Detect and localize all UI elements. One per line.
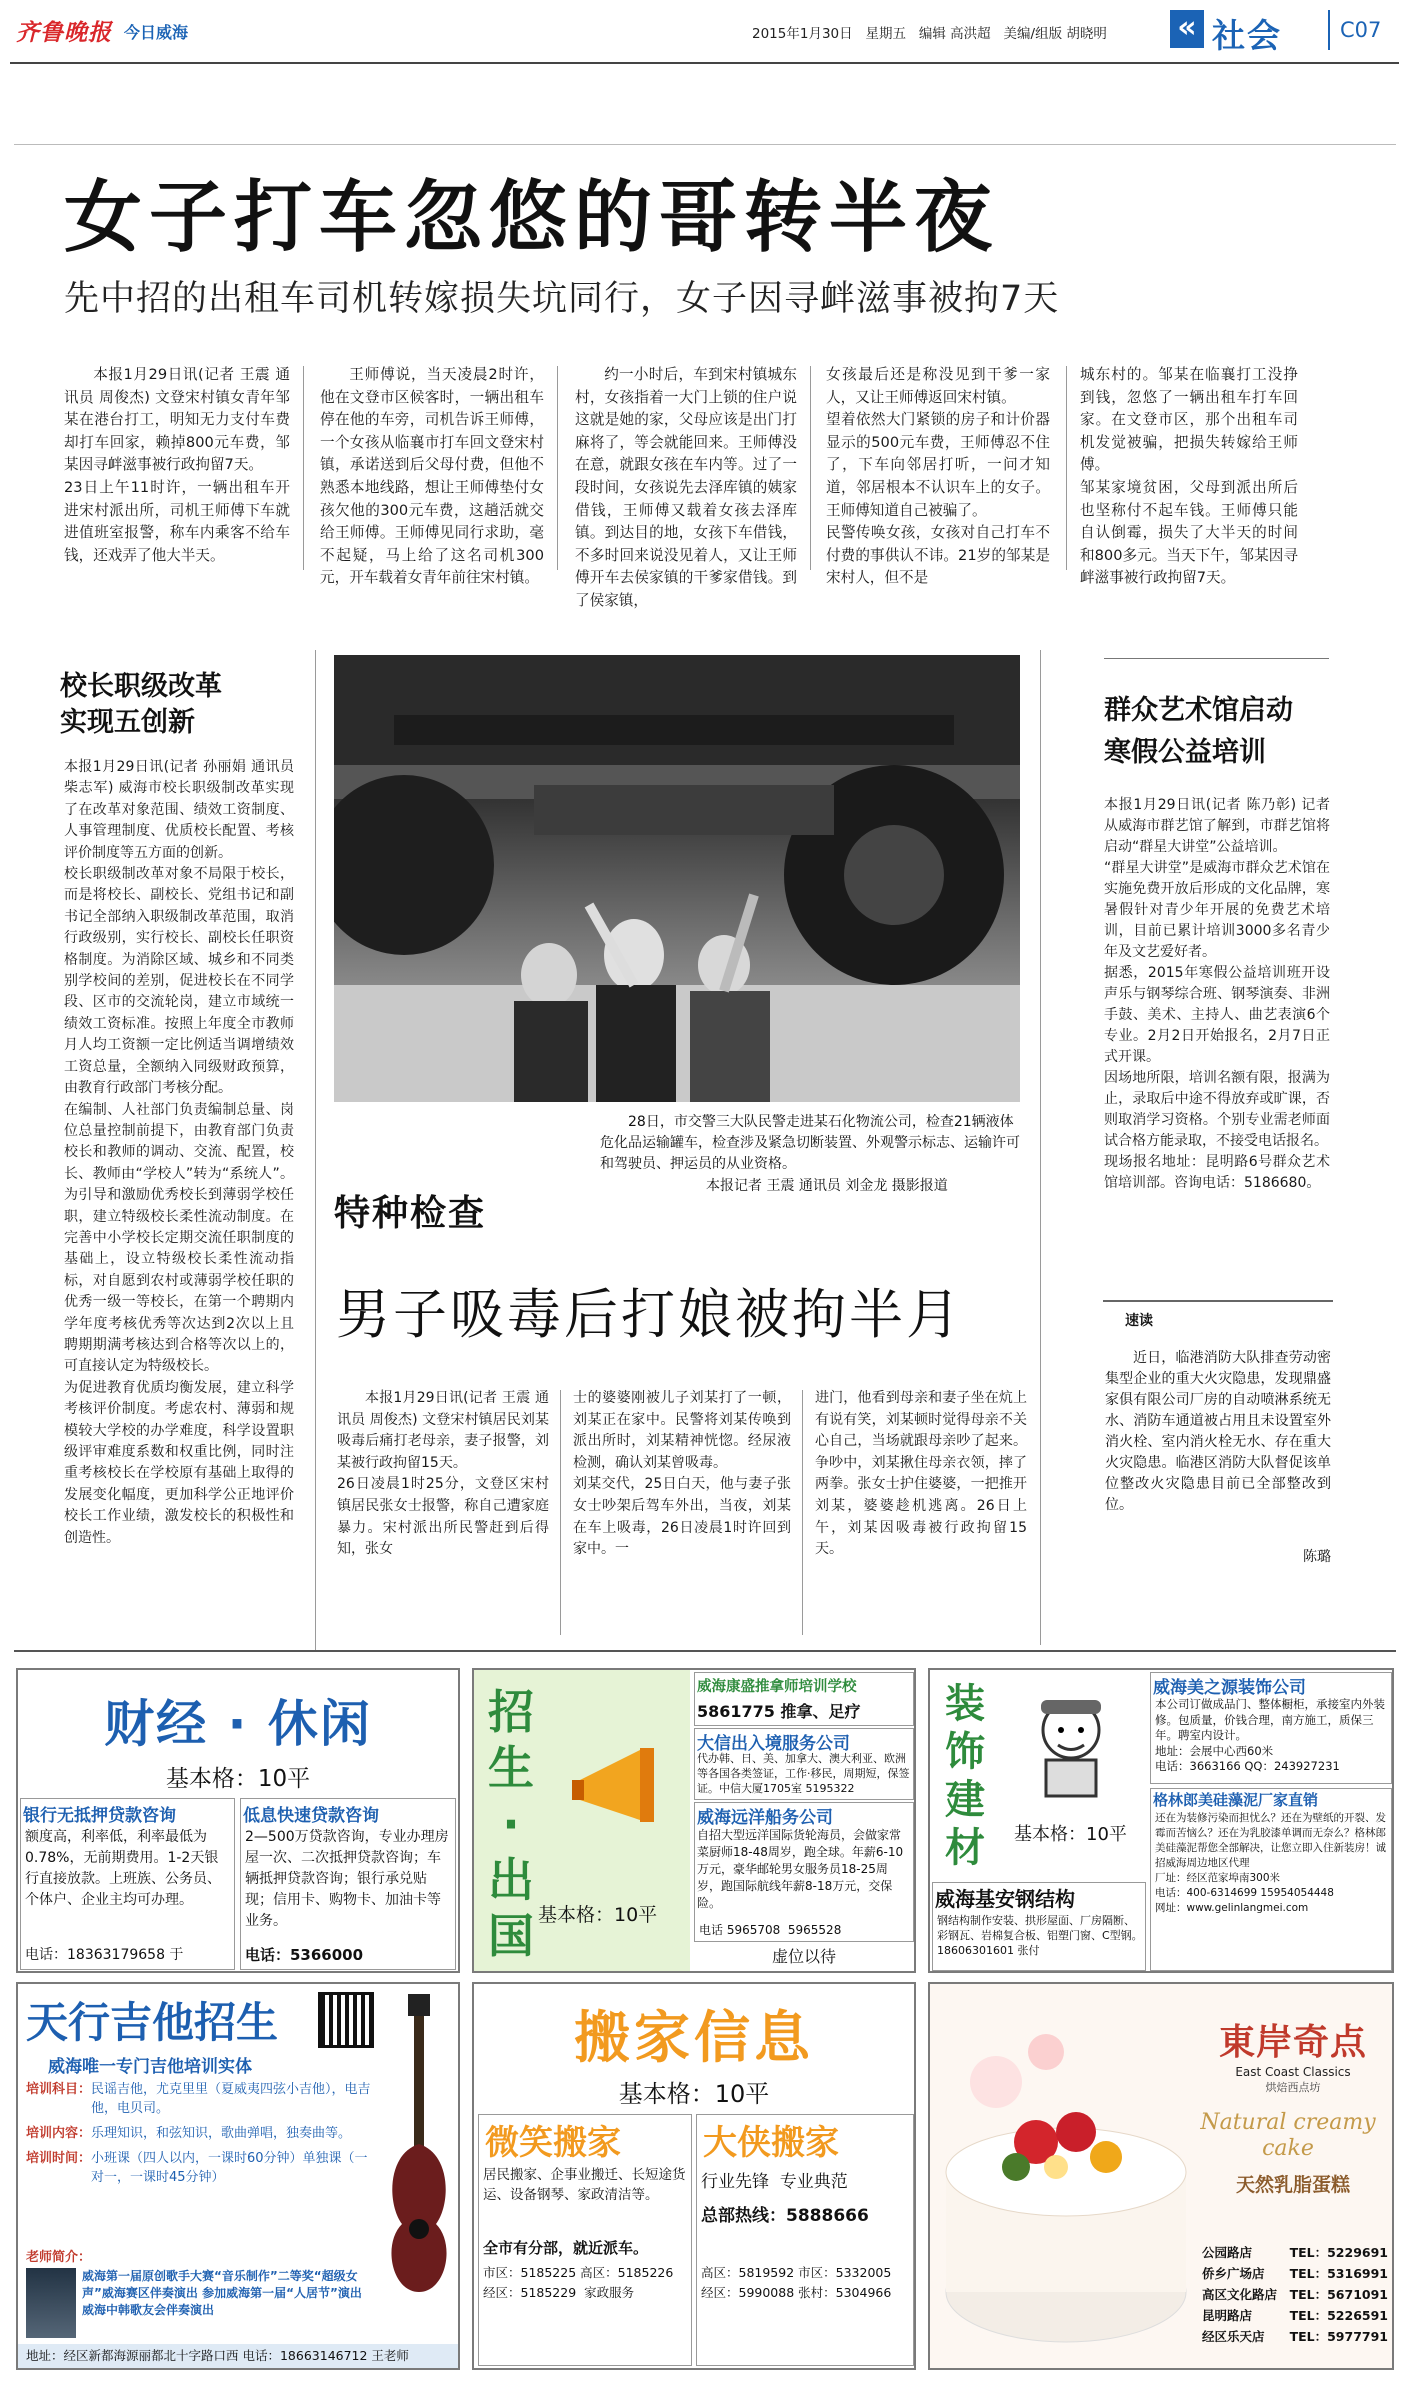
right-story-title-1: 群众艺术馆启动 (1104, 695, 1293, 726)
ad-moving-b (696, 2114, 914, 2366)
cake-brand: 東岸奇点 (1218, 2022, 1367, 2063)
guitar-info-value: 民谣吉他，尤克里里（夏威夷四弦小吉他），电吉他，电贝司。 (91, 2082, 371, 2116)
photo-credit: 本报记者 王震 通讯员 刘金龙 摄影报道 (706, 1178, 948, 1194)
ad-finance (16, 1668, 460, 1973)
cake-store-tel: TEL：5226591 (1289, 2308, 1388, 2323)
brief-tag: 速读 (1125, 1313, 1153, 1329)
ad-recruit-a-title: 威海康盛推拿师培训学校 (697, 1679, 857, 1695)
worker-icon (1016, 1690, 1126, 1804)
ad-moving-a-tel: 市区：5185225 高区：5185226 经区：5185229 家政服务 (483, 2265, 674, 2300)
ad-deco-side (930, 1670, 1146, 1880)
cake-store-tel: TEL：5977791 (1289, 2329, 1388, 2344)
ad-deco-b-body: 还在为装修污染而担忧么？还在为壁纸的开裂、发霉而苦恼么？还在为乳胶漆单调而无奈么？格林郎美硅藻泥帮您全部解决，让您立即入住新装房！诚招威海周边地区代理 厂址：经区范家埠南300米 电话：400-6314699 15954054448 网址：www.gelinlangmei.com (1155, 1812, 1386, 1914)
cake-store-list (1202, 2242, 1388, 2347)
cake-product: 天然乳脂蛋糕 (1235, 2174, 1350, 2196)
ad-deco-b (1150, 1788, 1392, 1971)
lead-divider-2 (557, 366, 558, 570)
ad-cake (928, 1982, 1394, 2370)
second-headline: 男子吸毒后打娘被拘半月 (336, 1283, 963, 1346)
ad-finance-a-tel: 电话：18363179658 于 (25, 1947, 184, 1963)
second-divider-2 (802, 1390, 803, 1635)
megaphone-icon (570, 1740, 670, 1834)
ad-moving-base: 基本格：10平 (618, 2080, 770, 2108)
ad-deco-c-title: 威海基安钢结构 (935, 1887, 1075, 1911)
news-bottom-rule (14, 1650, 1396, 1652)
guitar-info-key: 培训时间： (26, 2151, 92, 2166)
left-story-title-1: 校长职级改革 (60, 671, 222, 702)
ad-guitar (16, 1982, 460, 2370)
ad-deco-a-body: 本公司订做成品门、整体橱柜，承接室内外装修。包质量，价钱合理，南方施工，质保三年。聘室内设计。 地址：会展中心西60米 电话：3663166 QQ：243927231 (1155, 1697, 1385, 1773)
chevron-left-icon: « (1170, 10, 1204, 48)
ad-finance-a-title: 银行无抵押贷款咨询 (23, 1806, 176, 1826)
date-line: 2015年1月30日 星期五 编辑 高洪超 美编/组版 胡晓明 (752, 26, 1107, 42)
recruit-char: 生 (488, 1741, 534, 1795)
cake-brand-sub: 烘焙西点坊 (1265, 2081, 1321, 2094)
deco-char: 饰 (945, 1729, 985, 1775)
cake-store-row (1202, 2284, 1388, 2305)
ad-deco-c-body: 钢结构制作安装、拱形屋面、厂房隔断、彩钢瓦、岩棉复合板、铝塑门窗、C型钢。 18606301601 张付 (937, 1914, 1143, 1957)
guitar-info-value: 乐理知识，和弦知识，歌曲弹唱，独奏曲等。 (91, 2126, 352, 2141)
ad-recruit-title (486, 1684, 536, 1964)
inspection-photo (334, 655, 1020, 1102)
right-story-divider (1040, 650, 1041, 1645)
cake-store-tel: TEL：5671091 (1289, 2287, 1388, 2302)
cake-store-row (1202, 2242, 1388, 2263)
recruit-char: 国 (488, 1909, 534, 1963)
page-header (0, 0, 1409, 66)
ad-recruit-base: 基本格：10平 (538, 1904, 658, 1926)
ad-moving-a-title: 微笑搬家 (485, 2123, 621, 2163)
header-divider (1328, 10, 1330, 50)
photo-label: 特种检查 (334, 1193, 487, 1234)
cake-photo (936, 1992, 1196, 2366)
ad-moving-b-title: 大侠搬家 (703, 2123, 839, 2163)
ad-deco-c (932, 1882, 1146, 1971)
second-column-2: 士的婆婆刚被儿子刘某打了一顿，刘某正在家中。民警将刘某传唤到派出所时，刘某精神恍惚。经尿液检测，确认刘某曾吸毒。 刘某交代，25日白天，他与妻子张女士吵架后驾车外出，当夜，刘某在车上吸毒，26日凌晨1时许回到家中。一 (573, 1390, 791, 1558)
left-story-divider (315, 650, 316, 1650)
cake-brand-logo (1198, 2014, 1388, 2095)
ad-guitar-subtitle: 威海唯一专门吉他培训实体 (48, 2057, 252, 2077)
guitar-info-row (26, 2124, 376, 2143)
ad-recruit-c-tel: 电话 5965708 5965528 (699, 1923, 842, 1937)
ad-finance-b-tel: 电话：5366000 (245, 1946, 364, 1964)
cake-script: Natural creamy cake (1200, 2110, 1376, 2161)
cake-store-row (1202, 2263, 1388, 2284)
section-tag: 今日威海 (124, 23, 189, 42)
ad-recruit-side (474, 1670, 690, 1971)
header-rule (10, 62, 1399, 64)
guitar-info-key: 培训科目： (26, 2082, 92, 2097)
second-column-1: 本报1月29日讯(记者 王震 通讯员 周俊杰) 文登宋村镇居民刘某吸毒后痛打老母亲，妻子报警，刘某被行政拘留15天。 26日凌晨1时25分，文登区宋村镇居民张女士报警，称自己遭家庭暴力。宋村派出所民警赶到后得知，张女 (337, 1390, 549, 1558)
photo-illustration (334, 655, 1020, 1102)
photo-caption: 28日，市交警三大队民警走进某石化物流公司，检查21辆液体危化品运输罐车，检查涉及紧急切断装置、外观警示标志、运输许可和驾驶员、押运员的从业资格。 (600, 1114, 1020, 1172)
recruit-char: · (502, 1797, 520, 1851)
ad-deco (928, 1668, 1394, 1973)
lead-column-3: 约一小时后，车到宋村镇城东村，女孩指着一大门上锁的住户说这就是她的家，父母应该是出门打麻将了，等会就能回来。王师傅没在意，就跟女孩在车内等。过了一段时间，女孩说先去泽库镇的姨家借钱，王师傅又载着女孩去泽库镇。到达目的地，女孩下车借钱，不多时回来说没见着人，又让王师傅开车去侯家镇的干爹家借钱。到了侯家镇， (575, 366, 797, 609)
page-number: C07 (1340, 18, 1382, 42)
lead-divider-1 (303, 366, 304, 570)
lead-divider-3 (810, 366, 811, 570)
ad-finance-title: 财经 · 休闲 (104, 1695, 372, 1753)
cake-store-tel: TEL：5316991 (1289, 2266, 1388, 2281)
brief-author: 陈璐 (1303, 1549, 1331, 1565)
ad-guitar-address: 地址：经区新都海源丽都北十字路口西 电话：18663146712 王老师 (18, 2344, 458, 2368)
ad-finance-base: 基本格：10平 (165, 1766, 311, 1792)
recruit-char: 招 (488, 1685, 534, 1739)
ad-recruit-a (694, 1672, 914, 1726)
brief-body: 近日，临港消防大队排查劳动密集型企业的重大火灾隐患，发现鼎盛家俱有限公司厂房的自动喷淋系统无水、消防车通道被占用且未设置室外消火栓、室内消火栓无水、存在重大火灾隐患。临港区消防大队督促该单位整改火灾隐患目前已全部整改到位。 (1105, 1350, 1331, 1513)
ad-moving-b-body: 行业先锋 专业典范 (701, 2172, 848, 2192)
ad-moving-b-tel: 高区：5819592 市区：5332005 经区：5990088 张村：5304966 (701, 2265, 892, 2300)
ad-finance-b-title: 低息快速贷款咨询 (243, 1806, 379, 1826)
lead-headline: 女子打车忽悠的哥转半夜 (64, 173, 1000, 263)
ad-recruit (472, 1668, 916, 1973)
ad-moving-a (478, 2114, 692, 2366)
left-story-body: 本报1月29日讯(记者 孙丽娟 通讯员 柴志军) 威海市校长职级制改革实现了在改革对象范围、绩效工资制度、人事管理制度、优质校长配置、考核评价制度等五方面的创新。 校长职级制改革对象不局限于校长，而是将校长、副校长、党组书记和副书记全部纳入职级制改革范围，取消行政级别，实行校长、副校长任职资格制度。为消除区域、城乡和不同类别学校间的差别，促进校长在不同学段、区市的交流轮岗，建立市域统一绩效工资标准。按照上年度全市教师月人均工资额一定比例适当调增绩效工资总量，全额纳入同级财政预算，由教育行政部门考核分配。 在编制、人社部门负责编制总量、岗位总量控制前提下，由教育部门负责校长和教师的调动、交流、配置，校长、教师由“学校人”转为“系统人”。为引导和激励优秀校长到薄弱学校任职，建立特级校长柔性流动制度。在完善中小学校长定期交流任职制度的基础上，设立特级校长柔性流动指标，对自愿到农村或薄弱学校任职的优秀一级一等校长，在第一个聘期内学年度考核优秀等次达到2次以上且聘期期满考核达到合格等次以上的，可直接认定为特级校长。 为促进教育优质均衡发展，建立科学考核评价制度。考虑农村、薄弱和规模较大学校的办学难度，科学设置职级评审难度系数和权重比例，同时注重考核校长在学校原有基础上取得的发展变化幅度，更加科学公正地评价校长工作业绩，激发校长的积极性和创造性。 (64, 759, 294, 1546)
ad-guitar-teacher-key: 老师简介： (26, 2250, 92, 2265)
cake-brand-en: East Coast Classics (1235, 2065, 1351, 2079)
ad-recruit-c-body: 自招大型远洋国际货轮海员，会做家常菜厨师18-48周岁，跑全球。年薪6-10万元，豪华邮轮男女服务员18-25周岁，跑国际航线年薪8-18万元，交保险。 (697, 1828, 904, 1910)
ad-moving-a-body: 居民搬家、企事业搬迁、长短途货运、设备钢琴、家政清洁等。 (483, 2167, 686, 2203)
recruit-char: 出 (488, 1853, 534, 1907)
right-story-title-2: 寒假公益培训 (1104, 737, 1266, 768)
ad-deco-a-title: 威海美之源装饰公司 (1153, 1678, 1306, 1698)
cake-store-row (1202, 2305, 1388, 2326)
cake-store-name: 公园路店 (1202, 2245, 1253, 2260)
deco-char: 建 (945, 1777, 985, 1823)
second-column-3: 进门，他看到母亲和妻子坐在炕上有说有笑，刘某顿时觉得母亲不关心自己，当场就跟母亲吵了起来。争吵中，刘某揪住母亲衣领，摔了两拳。张女士护住婆婆，一把推开刘某，婆婆趁机逃离。26日上午，刘某因吸毒被行政拘留15天。 (815, 1390, 1027, 1558)
ad-recruit-c (694, 1802, 914, 1942)
left-story-title-2: 实现五创新 (60, 707, 195, 738)
qr-code-icon (318, 1992, 374, 2048)
cake-store-tel: TEL：5229691 (1289, 2245, 1388, 2260)
lead-column-4: 女孩最后还是称没见到干爹一家人，又让王师傅返回宋村镇。 望着依然大门紧锁的房子和计价器显示的500元车费，王师傅忍不住了，下车向邻居打听，一问才知道，邻居根本不认识车上的女子。王师傅知道自己被骗了。 民警传唤女孩，女孩对自己打车不付费的事供认不讳。21岁的邹某是宋村人，但不是 (826, 366, 1050, 587)
cake-store-row (1202, 2326, 1388, 2347)
right-story-body: 本报1月29日讯(记者 陈乃彰) 记者从威海市群艺馆了解到，市群艺馆将启动“群星大讲堂”公益培训。 “群星大讲堂”是威海市群众艺术馆在实施免费开放后形成的文化品牌，寒暑假针对青少年开展的免费艺术培训，目前已累计培训3000多名青少年及文艺爱好者。 据悉，2015年寒假公益培训班开设声乐与钢琴综合班、钢琴演奏、非洲手鼓、美术、主持人、曲艺表演6个专业。2月2日开始报名，2月7日正式开课。 因场地所限，培训名额有限，报满为止，录取后中途不得放弃或旷课，否则取消学习资格。个别专业需老师面试合格方能录取，不接受电话报名。 现场报名地址：昆明路6号群众艺术馆培训部。咨询电话：5186680。 (1104, 797, 1330, 1191)
right-story-top-rule (1104, 658, 1329, 659)
cake-store-name: 昆明路店 (1202, 2308, 1253, 2323)
ad-finance-b-body: 2—500万贷款咨询，专业办理房屋一次、二次抵押贷款咨询；车辆抵押贷款咨询；银行承兑贴现；信用卡、购物卡、加油卡等业务。 (245, 1829, 449, 1929)
brief-box (1103, 1300, 1333, 1600)
ad-finance-b (240, 1798, 456, 1970)
ad-deco-title (940, 1680, 990, 1872)
ad-moving-a-slogan: 全市有分部，就近派车。 (483, 2239, 649, 2257)
top-rule (14, 144, 1396, 145)
teacher-photo (26, 2268, 76, 2338)
ad-finance-a-body: 额度高，利率低，利率最低为0.78%，无前期费用。1-2天银行直接放款。上班族、公务员、个体户、企业主均可办理。 (25, 1829, 221, 1908)
lead-column-1: 本报1月29日讯(记者 王震 通讯员 周俊杰) 文登宋村镇女青年邹某在港台打工，明知无力支付车费却打车回家，赖掉800元车费，邹某因寻衅滋事被行政拘留7天。 23日上午11时许，一辆出租车开进宋村派出所，司机王师傅下车就进值班室报警，称车内乘客不给车钱，还戏弄了他大半天。 (64, 366, 290, 564)
guitar-info-row (26, 2080, 376, 2118)
lead-column-2: 王师傅说，当天凌晨2时许，他在文登市区候客时，一辆出租车停在他的车旁，司机告诉王师傅，一个女孩从临襄市打车回文登宋村镇，承诺送到后父母付费，但他不熟悉本地线路，想让王师傅垫付女孩欠他的300元车费，这趟活就交给王师傅。王师傅见同行求助，毫不起疑，马上给了这名司机300元，开车载着女青年前往宋村镇。 (320, 366, 544, 587)
lead-divider-4 (1066, 366, 1067, 570)
ad-guitar-rows (26, 2080, 376, 2193)
lead-subhead: 先中招的出租车司机转嫁损失坑同行，女子因寻衅滋事被拘7天 (64, 279, 1060, 319)
deco-char: 装 (945, 1681, 985, 1727)
ad-deco-base: 基本格：10平 (1014, 1824, 1127, 1845)
ad-recruit-b (694, 1728, 914, 1800)
cake-store-name: 经区乐天店 (1202, 2329, 1265, 2344)
ad-recruit-b-title: 大信出入境服务公司 (697, 1734, 850, 1754)
ad-finance-a (20, 1798, 235, 1970)
ad-deco-a (1150, 1672, 1392, 1784)
channel-title: 社会 (1212, 16, 1282, 55)
ad-recruit-b-body: 代办韩、日、美、加拿大、澳大利亚、欧洲等各国各类签证，工作·移民，周期短，保签证。中信大厦1705室 5195322 (697, 1752, 910, 1795)
ad-recruit-c-title: 威海远洋船务公司 (697, 1808, 833, 1828)
ad-recruit-a-line: 5861775 推拿、足疗 (697, 1702, 861, 1721)
lead-column-5: 城东村的。邹某在临襄打工没挣到钱，忽悠了一辆出租车打车回家。在文登市区，那个出租车司机发觉被骗，把损失转嫁给王师傅。 邹某家境贫困，父母到派出所后也坚称付不起车钱。王师傅只能自认倒霉，损失了大半天的时间和800多元。当天下午，邹某因寻衅滋事被行政拘留7天。 (1080, 366, 1298, 587)
guitar-info-row (26, 2149, 376, 2187)
cake-store-name: 高区文化路店 (1202, 2287, 1278, 2302)
ad-moving-b-hot: 总部热线：5888666 (701, 2206, 869, 2226)
guitar-icon (382, 1994, 456, 2298)
masthead-logo: 齐鲁晚报 (16, 19, 112, 46)
guitar-info-value: 小班课（四人以内，一课时60分钟）单独课（一对一，一课时45分钟） (91, 2151, 368, 2185)
ad-moving (472, 1982, 916, 2370)
ad-guitar-teacher: 威海第一届原创歌手大赛“音乐制作”二等奖“超级女声”威海赛区伴奏演出 参加威海第一届“人居节”演出 威海中韩歌友会伴奏演出 (82, 2269, 362, 2317)
ad-moving-title: 搬家信息 (574, 2006, 814, 2071)
ad-deco-b-title: 格林郎美硅藻泥厂家直销 (1153, 1791, 1319, 1809)
cake-store-name: 侨乡广场店 (1202, 2266, 1265, 2281)
guitar-info-key: 培训内容： (26, 2126, 92, 2141)
ad-recruit-vacant: 虚位以待 (771, 1947, 836, 1966)
deco-char: 材 (945, 1825, 985, 1871)
second-divider-1 (560, 1390, 561, 1635)
ad-guitar-title: 天行吉他招生 (26, 1998, 279, 2047)
